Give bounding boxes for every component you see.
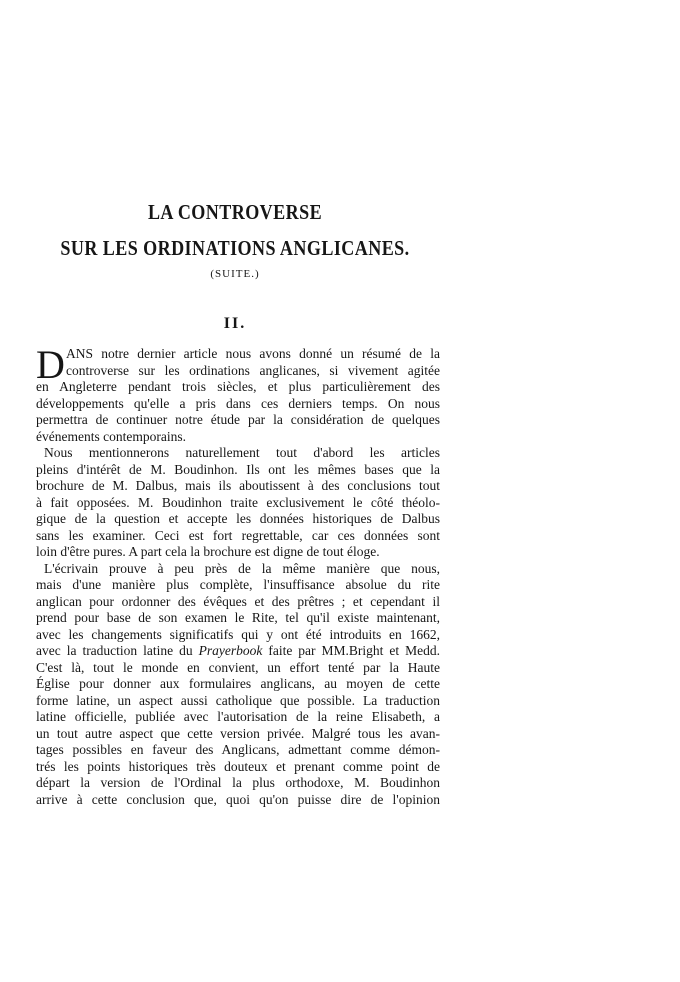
- paragraph-3-line-prayerbook: [36, 643, 440, 660]
- paragraph-2-line: gique de la question et accepte les données historiques de Dalbus: [36, 511, 440, 526]
- paragraph-2-line: à fait opposées. M. Boudinhon traite exclusivement le côté théolo-: [36, 494, 440, 510]
- paragraph-3-line: départ la version de l'Ordinal la plus orthodoxe, M. Boudinhon: [36, 775, 440, 790]
- paragraph-3-line: forme latine, un aspect aussi catholique que possible. La traduction: [36, 692, 440, 708]
- paragraph-2-line: sans les examiner. Ceci est fort regrettable, car ces données sont: [36, 527, 440, 543]
- paragraph-3-line: tages possibles en faveur des Anglicans, admettant comme démon-: [36, 742, 440, 757]
- article-subtitle: (SUITE.): [210, 268, 260, 280]
- paragraph-2-line: loin d'être pures. A part cela la brochure est digne de tout éloge.: [36, 544, 380, 559]
- prayerbook-pre-text: avec la traduction latine du: [36, 643, 199, 658]
- paragraph-1-line: ANS notre dernier article nous avons donné un résumé de la: [66, 346, 440, 361]
- paragraph-3-line: mais d'une manière plus complète, l'insuffisance absolue du rite: [36, 577, 440, 592]
- prayerbook-title: Prayerbook: [198, 643, 263, 658]
- paragraph-3-line: trés les points historiques très douteux et prenant comme point de: [36, 758, 440, 774]
- paragraph-3-line: latine officielle, publiée avec l'autorisation de la reine Elisabeth, a: [36, 709, 440, 724]
- paragraph-3-line: un tout autre aspect que cette version privée. Malgré tous les avan-: [36, 725, 440, 741]
- article-title-line-2: SUR LES ORDINATIONS ANGLICANES.: [60, 236, 410, 260]
- paragraph-3-line: anglican pour ordonner des évêques et des prêtres ; et cependant il: [36, 593, 440, 609]
- paragraph-3-line: prend pour base de son examen le Rite, tel qu'il existe maintenant,: [36, 610, 440, 625]
- paragraph-3-line: arrive à cette conclusion que, quoi qu'on puisse dire de l'opinion: [36, 791, 440, 807]
- paragraph-1-line: permettra de continuer notre étude par la considération de quelques: [36, 412, 440, 427]
- article-title-line-1: LA CONTROVERSE: [147, 200, 323, 224]
- paragraph-3-line: C'est là, tout le monde en convient, un effort tenté par la Haute: [36, 659, 440, 675]
- paragraph-1-line: événements contemporains.: [36, 428, 186, 444]
- paragraph-2-line: pleins d'intérêt de M. Boudinhon. Ils ont les mêmes bases que la: [36, 461, 440, 477]
- paragraph-2-line: Nous mentionnerons naturellement tout d'abord les articles: [44, 445, 440, 460]
- paragraph-3-line: Église pour donner aux formulaires anglicans, au moyen de cette: [36, 676, 440, 691]
- paragraph-1-line: en Angleterre pendant trois siècles, et plus particulièrement des: [36, 379, 440, 394]
- prayerbook-post-text: faite par MM.Bright et Medd.: [262, 643, 441, 658]
- paragraph-3-line: avec les changements significatifs qui y ont été introduits en 1662,: [36, 626, 440, 642]
- paragraph-1-line: développements qu'elle a pris dans ces derniers temps. On nous: [36, 395, 440, 411]
- paragraph-1-line: controverse sur les ordinations anglicanes, si vivement agitée: [66, 362, 440, 378]
- paragraph-2-line: brochure de M. Dalbus, mais ils aboutissent à des conclusions tout: [36, 478, 440, 493]
- drop-cap: D: [36, 342, 65, 387]
- section-number: II.: [223, 315, 247, 332]
- article-body: [36, 342, 441, 808]
- paragraph-3-line: L'écrivain prouve à peu près de la même manière que nous,: [44, 560, 440, 576]
